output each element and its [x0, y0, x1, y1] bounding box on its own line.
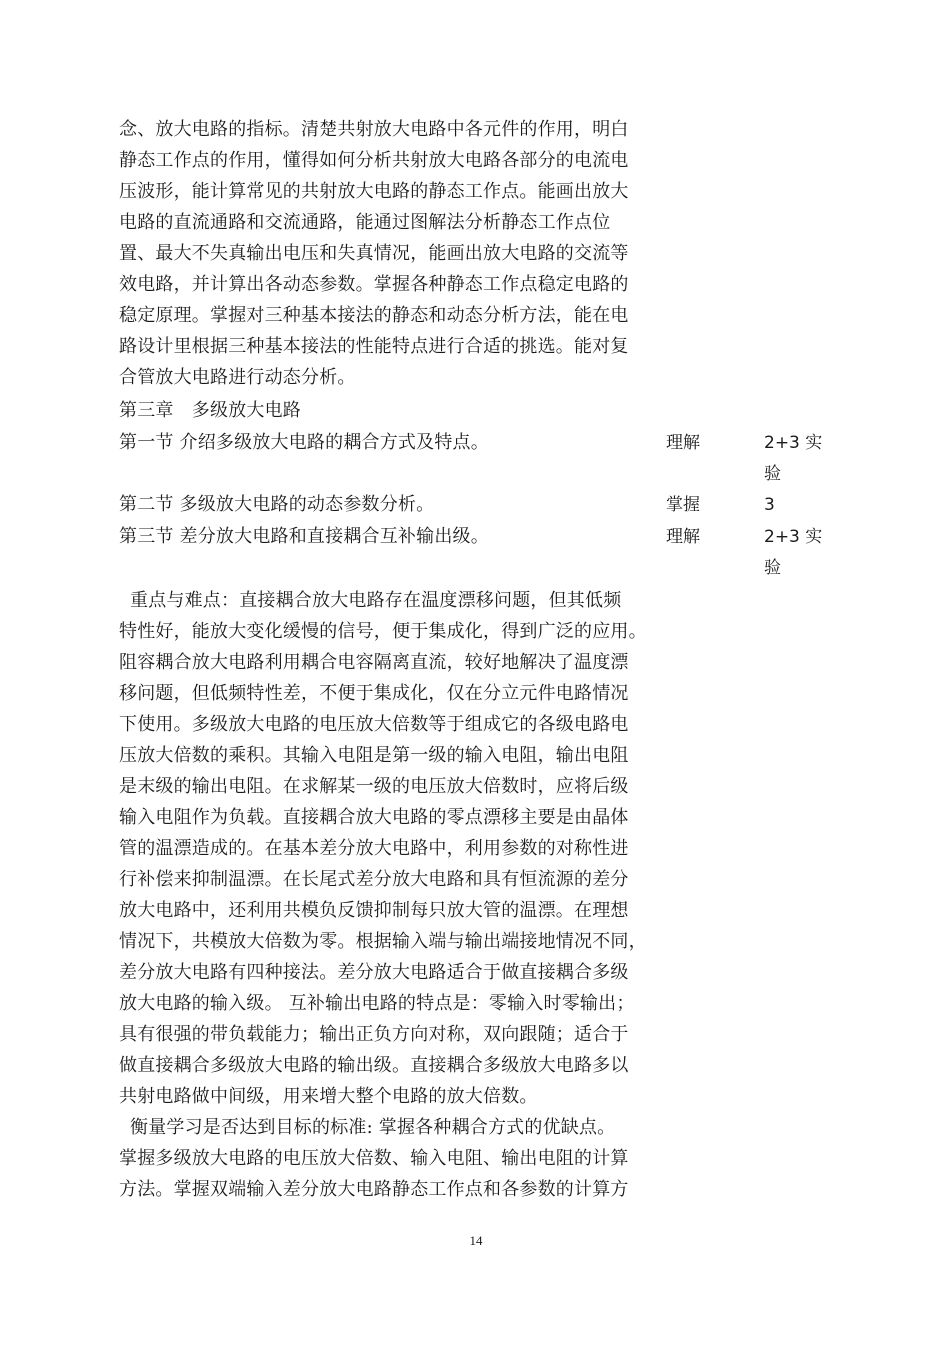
- text-line: 阻容耦合放大电路利用耦合电容隔离直流，较好地解决了温度漂: [119, 652, 629, 673]
- text-line: 压放大倍数的乘积。其输入电阻是第一级的输入电阻，输出电阻: [119, 745, 629, 766]
- section-title: 第二节 多级放大电路的动态参数分析。: [119, 494, 435, 515]
- text-line: 效电路，并计算出各动态参数。掌握各种静态工作点稳定电路的: [119, 274, 629, 295]
- text-line: 具有很强的带负载能力；输出正负方向对称，双向跟随；适合于: [119, 1024, 629, 1045]
- section-hours-cont: 验: [764, 558, 781, 578]
- text-line: 电路的直流通路和交流通路，能通过图解法分析静态工作点位: [119, 212, 611, 233]
- text-line: 特性好，能放大变化缓慢的信号，便于集成化，得到广泛的应用。: [119, 621, 647, 642]
- section-hours: 3: [764, 495, 775, 515]
- page-number: 14: [469, 1233, 483, 1248]
- section-requirement: 理解: [666, 433, 700, 453]
- text-line: 掌握多级放大电路的电压放大倍数、输入电阻、输出电阻的计算: [119, 1148, 629, 1169]
- text-line: 放大电路中，还利用共模负反馈抑制每只放大管的温漂。在理想: [119, 900, 629, 921]
- chapter-title: 第三章 多级放大电路: [119, 400, 301, 421]
- section-title: 第三节 差分放大电路和直接耦合互补输出级。: [119, 526, 489, 547]
- text-line: 置、最大不失真输出电压和失真情况，能画出放大电路的交流等: [119, 243, 629, 264]
- section-hours: 2+3 实: [764, 433, 823, 453]
- text-line: 是末级的输出电阻。在求解某一级的电压放大倍数时，应将后级: [119, 776, 629, 797]
- text-line: 合管放大电路进行动态分析。: [119, 367, 356, 388]
- section-requirement: 掌握: [666, 495, 700, 515]
- text-line: 下使用。多级放大电路的电压放大倍数等于组成它的各级电路电: [119, 714, 629, 735]
- text-line: 差分放大电路有四种接法。差分放大电路适合于做直接耦合多级: [119, 962, 629, 983]
- section-requirement: 理解: [666, 527, 700, 547]
- text-line: 输入电阻作为负载。直接耦合放大电路的零点漂移主要是由晶体: [119, 807, 629, 828]
- text-line: 管的温漂造成的。在基本差分放大电路中，利用参数的对称性进: [119, 838, 629, 859]
- text-line: 稳定原理。掌握对三种基本接法的静态和动态分析方法，能在电: [119, 305, 629, 326]
- text-line: 衡量学习是否达到目标的标准: 掌握各种耦合方式的优缺点。: [130, 1117, 616, 1138]
- text-line: 放大电路的输入级。 互补输出电路的特点是：零输入时零输出；: [119, 993, 635, 1014]
- text-line: 做直接耦合多级放大电路的输出级。直接耦合多级放大电路多以: [119, 1055, 629, 1076]
- text-line: 移问题，但低频特性差，不便于集成化，仅在分立元件电路情况: [119, 683, 629, 704]
- text-line: 情况下，共模放大倍数为零。根据输入端与输出端接地情况不同，: [119, 931, 647, 952]
- section-hours-cont: 验: [764, 464, 781, 484]
- section-title: 第一节 介绍多级放大电路的耦合方式及特点。: [119, 432, 489, 453]
- text-line: 静态工作点的作用，懂得如何分析共射放大电路各部分的电流电: [119, 150, 629, 171]
- text-line: 方法。掌握双端输入差分放大电路静态工作点和各参数的计算方: [119, 1179, 629, 1200]
- text-line: 念、放大电路的指标。清楚共射放大电路中各元件的作用，明白: [119, 119, 629, 140]
- text-line: 路设计里根据三种基本接法的性能特点进行合适的挑选。能对复: [119, 336, 629, 357]
- section-hours: 2+3 实: [764, 527, 823, 547]
- text-line: 重点与难点：直接耦合放大电路存在温度漂移问题，但其低频: [130, 590, 622, 611]
- text-line: 行补偿来抑制温漂。在长尾式差分放大电路和具有恒流源的差分: [119, 869, 629, 890]
- text-line: 压波形，能计算常见的共射放大电路的静态工作点。能画出放大: [119, 181, 629, 202]
- text-line: 共射电路做中间级，用来增大整个电路的放大倍数。: [119, 1086, 538, 1107]
